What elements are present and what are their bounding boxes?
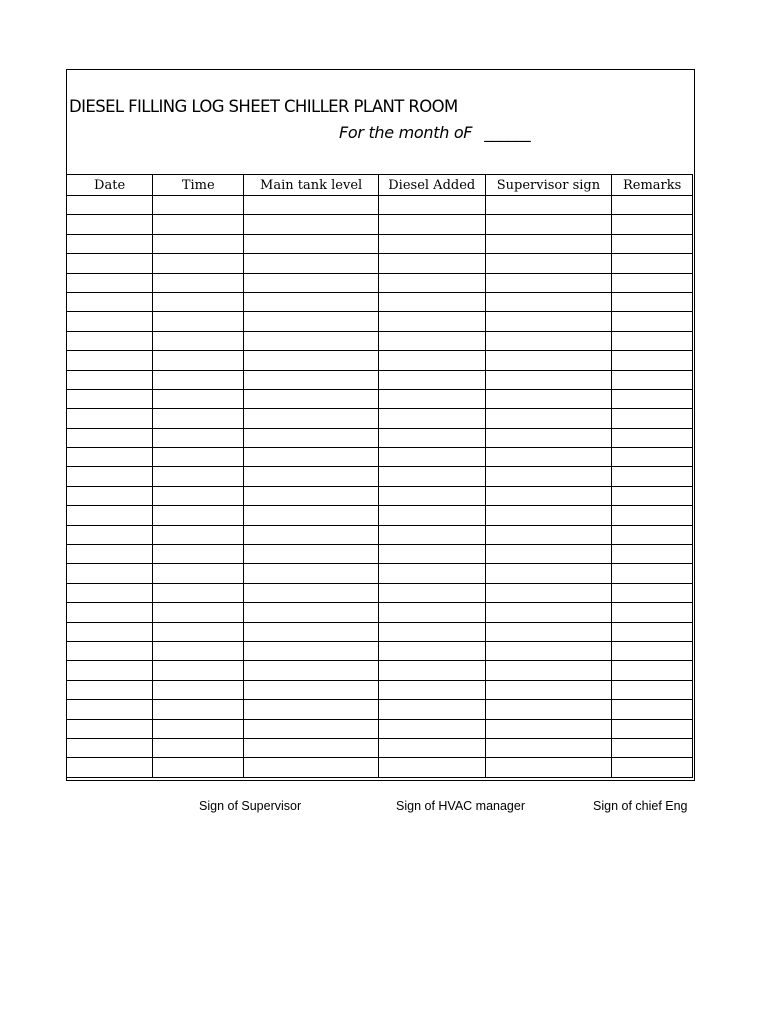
table-cell[interactable] — [67, 331, 153, 350]
table-row — [67, 292, 693, 311]
table-cell[interactable] — [153, 428, 244, 447]
table-cell[interactable] — [244, 506, 379, 525]
table-row — [67, 738, 693, 757]
table-cell[interactable] — [612, 758, 693, 777]
table-cell[interactable] — [485, 583, 612, 602]
table-cell[interactable] — [244, 467, 379, 486]
table-row — [67, 312, 693, 331]
table-cell[interactable] — [485, 506, 612, 525]
table-cell[interactable] — [244, 680, 379, 699]
table-cell[interactable] — [485, 292, 612, 311]
table-cell[interactable] — [153, 680, 244, 699]
table-cell[interactable] — [244, 719, 379, 738]
table-cell[interactable] — [612, 545, 693, 564]
table-row — [67, 525, 693, 544]
table-cell[interactable] — [612, 738, 693, 757]
table-cell[interactable] — [485, 467, 612, 486]
table-cell[interactable] — [485, 273, 612, 292]
table-cell[interactable] — [244, 292, 379, 311]
table-cell[interactable] — [612, 215, 693, 234]
table-cell[interactable] — [378, 448, 485, 467]
table-cell[interactable] — [153, 234, 244, 253]
table-cell[interactable] — [378, 738, 485, 757]
table-cell[interactable] — [378, 700, 485, 719]
table-row — [67, 545, 693, 564]
table-cell[interactable] — [244, 351, 379, 370]
table-cell[interactable] — [485, 196, 612, 215]
table-cell[interactable] — [485, 680, 612, 699]
table-cell[interactable] — [244, 370, 379, 389]
table-cell[interactable] — [244, 641, 379, 660]
table-cell[interactable] — [153, 719, 244, 738]
table-cell[interactable] — [485, 389, 612, 408]
table-cell[interactable] — [485, 448, 612, 467]
table-cell[interactable] — [153, 700, 244, 719]
table-row — [67, 700, 693, 719]
table-row — [67, 641, 693, 660]
table-cell[interactable] — [378, 273, 485, 292]
table-cell[interactable] — [244, 583, 379, 602]
table-row — [67, 331, 693, 350]
table-cell[interactable] — [378, 389, 485, 408]
table-cell[interactable] — [485, 351, 612, 370]
table-cell[interactable] — [67, 641, 153, 660]
table-cell[interactable] — [378, 467, 485, 486]
table-cell[interactable] — [485, 719, 612, 738]
table-cell[interactable] — [378, 719, 485, 738]
table-cell[interactable] — [244, 564, 379, 583]
table-cell[interactable] — [378, 351, 485, 370]
table-cell[interactable] — [612, 312, 693, 331]
table-cell[interactable] — [485, 234, 612, 253]
table-cell[interactable] — [153, 370, 244, 389]
table-cell[interactable] — [485, 215, 612, 234]
table-cell[interactable] — [378, 234, 485, 253]
table-row — [67, 409, 693, 428]
table-cell[interactable] — [485, 428, 612, 447]
log-table — [66, 174, 693, 778]
table-cell[interactable] — [485, 661, 612, 680]
table-cell[interactable] — [612, 467, 693, 486]
sign-chief-eng-label: Sign of chief Eng — [593, 799, 688, 813]
table-cell[interactable] — [153, 603, 244, 622]
table-cell[interactable] — [378, 196, 485, 215]
month-label: For the month oF — [339, 123, 473, 142]
table-row — [67, 389, 693, 408]
table-cell[interactable] — [153, 292, 244, 311]
table-cell[interactable] — [612, 525, 693, 544]
table-cell[interactable] — [378, 312, 485, 331]
table-cell[interactable] — [244, 486, 379, 505]
table-cell[interactable] — [612, 196, 693, 215]
table-cell[interactable] — [378, 486, 485, 505]
column-header-main-tank-level: Main tank level — [244, 175, 379, 196]
table-cell[interactable] — [485, 564, 612, 583]
table-cell[interactable] — [244, 331, 379, 350]
table-cell[interactable] — [67, 700, 153, 719]
table-cell[interactable] — [378, 506, 485, 525]
table-cell[interactable] — [612, 564, 693, 583]
table-cell[interactable] — [485, 254, 612, 273]
table-row — [67, 506, 693, 525]
table-cell[interactable] — [153, 273, 244, 292]
table-cell[interactable] — [485, 738, 612, 757]
table-cell[interactable] — [612, 409, 693, 428]
table-row — [67, 622, 693, 641]
table-row — [67, 273, 693, 292]
table-cell[interactable] — [67, 215, 153, 234]
table-cell[interactable] — [485, 312, 612, 331]
table-cell[interactable] — [612, 661, 693, 680]
table-cell[interactable] — [153, 486, 244, 505]
table-cell[interactable] — [378, 525, 485, 544]
table-cell[interactable] — [378, 758, 485, 777]
table-row — [67, 254, 693, 273]
table-cell[interactable] — [244, 603, 379, 622]
table-cell[interactable] — [153, 738, 244, 757]
column-header-date: Date — [67, 175, 153, 196]
table-row — [67, 428, 693, 447]
table-cell[interactable] — [612, 351, 693, 370]
table-row — [67, 370, 693, 389]
table-row — [67, 215, 693, 234]
table-cell[interactable] — [67, 583, 153, 602]
table-cell[interactable] — [612, 719, 693, 738]
table-cell[interactable] — [67, 370, 153, 389]
sign-hvac-manager-label: Sign of HVAC manager — [396, 799, 525, 813]
table-cell[interactable] — [612, 622, 693, 641]
table-cell[interactable] — [153, 389, 244, 408]
table-cell[interactable] — [153, 641, 244, 660]
table-cell[interactable] — [244, 448, 379, 467]
table-cell[interactable] — [67, 448, 153, 467]
table-cell[interactable] — [485, 758, 612, 777]
table-cell[interactable] — [67, 506, 153, 525]
table-cell[interactable] — [612, 641, 693, 660]
table-cell[interactable] — [612, 603, 693, 622]
table-cell[interactable] — [67, 467, 153, 486]
table-cell[interactable] — [244, 196, 379, 215]
table-cell[interactable] — [153, 583, 244, 602]
month-blank[interactable]: ______ — [484, 123, 531, 142]
table-cell[interactable] — [153, 758, 244, 777]
table-cell[interactable] — [485, 622, 612, 641]
table-cell[interactable] — [485, 545, 612, 564]
column-header-time: Time — [153, 175, 244, 196]
table-cell[interactable] — [485, 525, 612, 544]
table-cell[interactable] — [244, 409, 379, 428]
table-cell[interactable] — [378, 622, 485, 641]
table-cell[interactable] — [244, 525, 379, 544]
table-cell[interactable] — [378, 292, 485, 311]
column-header-remarks: Remarks — [612, 175, 693, 196]
table-cell[interactable] — [153, 467, 244, 486]
table-cell[interactable] — [244, 700, 379, 719]
table-cell[interactable] — [378, 428, 485, 447]
table-cell[interactable] — [612, 254, 693, 273]
table-row — [67, 583, 693, 602]
table-cell[interactable] — [612, 292, 693, 311]
log-body — [67, 196, 693, 778]
table-cell[interactable] — [67, 545, 153, 564]
table-cell[interactable] — [244, 389, 379, 408]
table-cell[interactable] — [67, 738, 153, 757]
table-cell[interactable] — [244, 234, 379, 253]
table-cell[interactable] — [67, 254, 153, 273]
month-line — [339, 123, 530, 142]
table-cell[interactable] — [244, 661, 379, 680]
table-cell[interactable] — [378, 370, 485, 389]
table-cell[interactable] — [612, 583, 693, 602]
table-cell[interactable] — [612, 331, 693, 350]
table-cell[interactable] — [378, 254, 485, 273]
title-block — [67, 70, 694, 175]
table-cell[interactable] — [67, 564, 153, 583]
table-cell[interactable] — [378, 215, 485, 234]
table-cell[interactable] — [153, 215, 244, 234]
table-cell[interactable] — [244, 273, 379, 292]
table-cell[interactable] — [67, 603, 153, 622]
table-cell[interactable] — [67, 719, 153, 738]
table-row — [67, 467, 693, 486]
table-row — [67, 448, 693, 467]
table-row — [67, 351, 693, 370]
table-cell[interactable] — [244, 312, 379, 331]
column-header-supervisor-sign: Supervisor sign — [485, 175, 612, 196]
table-cell[interactable] — [244, 545, 379, 564]
table-cell[interactable] — [612, 448, 693, 467]
table-cell[interactable] — [67, 196, 153, 215]
table-row — [67, 719, 693, 738]
table-cell[interactable] — [244, 215, 379, 234]
table-cell[interactable] — [153, 525, 244, 544]
table-cell[interactable] — [67, 389, 153, 408]
table-cell[interactable] — [485, 370, 612, 389]
table-cell[interactable] — [485, 700, 612, 719]
table-cell[interactable] — [378, 603, 485, 622]
table-row — [67, 486, 693, 505]
table-cell[interactable] — [378, 331, 485, 350]
table-cell[interactable] — [153, 622, 244, 641]
table-cell[interactable] — [378, 661, 485, 680]
table-cell[interactable] — [153, 564, 244, 583]
table-cell[interactable] — [378, 409, 485, 428]
table-cell[interactable] — [612, 680, 693, 699]
table-cell[interactable] — [67, 234, 153, 253]
table-cell[interactable] — [612, 486, 693, 505]
table-row — [67, 661, 693, 680]
table-cell[interactable] — [67, 486, 153, 505]
table-cell[interactable] — [612, 389, 693, 408]
table-cell[interactable] — [153, 254, 244, 273]
header-row — [67, 175, 693, 196]
table-cell[interactable] — [153, 331, 244, 350]
table-cell[interactable] — [244, 622, 379, 641]
table-cell[interactable] — [67, 680, 153, 699]
table-cell[interactable] — [485, 486, 612, 505]
table-cell[interactable] — [153, 506, 244, 525]
log-sheet — [66, 69, 695, 781]
table-cell[interactable] — [153, 448, 244, 467]
table-cell[interactable] — [153, 545, 244, 564]
table-cell[interactable] — [153, 661, 244, 680]
column-header-diesel-added: Diesel Added — [378, 175, 485, 196]
table-cell[interactable] — [378, 583, 485, 602]
table-cell[interactable] — [244, 758, 379, 777]
table-cell[interactable] — [153, 351, 244, 370]
table-row — [67, 603, 693, 622]
table-cell[interactable] — [67, 273, 153, 292]
table-cell[interactable] — [485, 409, 612, 428]
table-cell[interactable] — [485, 641, 612, 660]
table-row — [67, 234, 693, 253]
table-cell[interactable] — [378, 545, 485, 564]
table-row — [67, 680, 693, 699]
table-cell[interactable] — [67, 292, 153, 311]
table-cell[interactable] — [67, 428, 153, 447]
table-cell[interactable] — [67, 409, 153, 428]
table-cell[interactable] — [153, 196, 244, 215]
table-cell[interactable] — [67, 351, 153, 370]
table-cell[interactable] — [612, 370, 693, 389]
table-cell[interactable] — [153, 409, 244, 428]
table-cell[interactable] — [244, 428, 379, 447]
table-cell[interactable] — [67, 622, 153, 641]
table-cell[interactable] — [612, 428, 693, 447]
sign-supervisor-label: Sign of Supervisor — [199, 799, 302, 813]
table-cell[interactable] — [378, 680, 485, 699]
table-cell[interactable] — [67, 661, 153, 680]
table-cell[interactable] — [612, 700, 693, 719]
sheet-title: DIESEL FILLING LOG SHEET CHILLER PLANT ROOM — [69, 97, 458, 116]
table-cell[interactable] — [67, 758, 153, 777]
table-cell[interactable] — [244, 254, 379, 273]
table-cell[interactable] — [485, 603, 612, 622]
table-cell[interactable] — [67, 525, 153, 544]
table-cell[interactable] — [378, 641, 485, 660]
table-row — [67, 758, 693, 777]
table-cell[interactable] — [153, 312, 244, 331]
table-row — [67, 196, 693, 215]
table-row — [67, 564, 693, 583]
table-cell[interactable] — [244, 738, 379, 757]
table-cell[interactable] — [378, 564, 485, 583]
table-cell[interactable] — [612, 506, 693, 525]
table-cell[interactable] — [485, 331, 612, 350]
table-cell[interactable] — [67, 312, 153, 331]
table-cell[interactable] — [612, 273, 693, 292]
table-cell[interactable] — [612, 234, 693, 253]
